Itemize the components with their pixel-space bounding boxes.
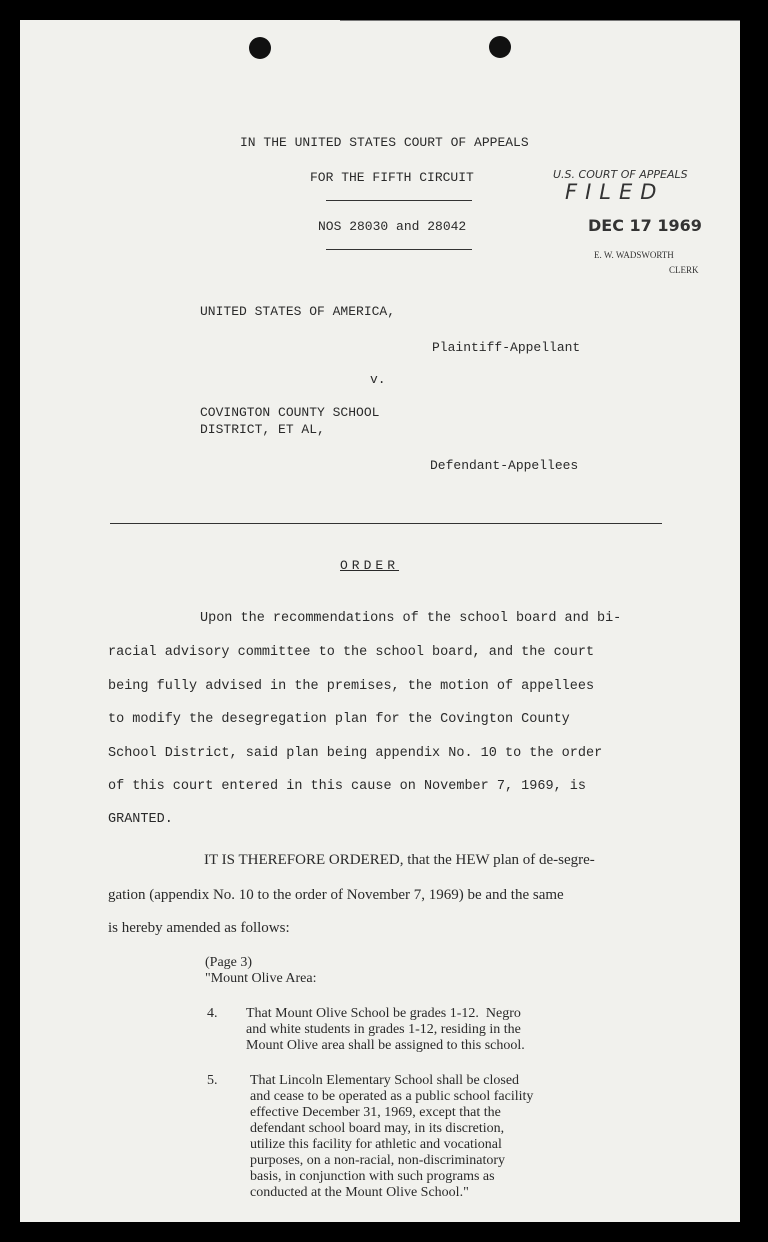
paragraph-line: is hereby amended as follows: (108, 920, 290, 936)
circuit-name: FOR THE FIFTH CIRCUIT (310, 170, 474, 185)
item-line: defendant school board may, in its discretion, (250, 1121, 505, 1136)
court-name: IN THE UNITED STATES COURT OF APPEALS (240, 135, 529, 150)
order-title: ORDER (340, 558, 400, 573)
paragraph-line: School District, said plan being appendix No. 10 to the order (108, 746, 603, 761)
plaintiff-role: Plaintiff-Appellant (432, 340, 581, 355)
stamp-clerk-title: CLERK (669, 265, 699, 275)
header-rule-1 (326, 200, 472, 201)
header-rule-2 (326, 249, 472, 250)
defendant-name-line1: COVINGTON COUNTY SCHOOL (200, 405, 380, 420)
versus: v. (370, 372, 386, 387)
punch-hole-left (249, 37, 271, 59)
area-heading: "Mount Olive Area: (205, 971, 317, 986)
item-line: That Mount Olive School be grades 1-12. Negro (246, 1006, 521, 1021)
item-line: utilize this facility for athletic and vocational (250, 1137, 502, 1152)
stamp-court: U.S. COURT OF APPEALS (553, 168, 688, 181)
plaintiff-name: UNITED STATES OF AMERICA, (200, 304, 396, 319)
item-line: conducted at the Mount Olive School." (250, 1185, 469, 1200)
paragraph-line: being fully advised in the premises, the motion of appellees (108, 679, 595, 694)
defendant-role: Defendant-Appellees (430, 458, 579, 473)
item-number: 4. (207, 1006, 218, 1021)
paragraph-line: Upon the recommendations of the school board and bi- (200, 611, 622, 626)
stamp-filed: FILED (565, 180, 665, 204)
paragraph-line: to modify the desegregation plan for the Covington County (108, 712, 570, 727)
paragraph-line: GRANTED. (108, 812, 173, 827)
defendant-name-line2: DISTRICT, ET AL, (200, 422, 325, 437)
paragraph-line: racial advisory committee to the school board, and the court (108, 645, 595, 660)
case-numbers: NOS 28030 and 28042 (318, 219, 467, 234)
item-line: purposes, on a non-racial, non-discriminatory (250, 1153, 506, 1168)
stamp-clerk-name: E. W. WADSWORTH (594, 250, 674, 260)
item-line: That Lincoln Elementary School shall be closed (250, 1073, 520, 1088)
page-reference: (Page 3) (205, 955, 253, 970)
item-line: effective December 31, 1969, except that the (250, 1105, 501, 1120)
stamp-date: DEC 17 1969 (588, 216, 702, 235)
item-line: and white students in grades 1-12, residing in the (246, 1022, 521, 1037)
paragraph-line: IT IS THEREFORE ORDERED, that the HEW plan of de-segre- (204, 852, 595, 868)
item-line: and cease to be operated as a public school facility (250, 1089, 534, 1104)
punch-hole-right (489, 36, 511, 58)
item-line: Mount Olive area shall be assigned to this school. (246, 1038, 525, 1053)
top-edge-line (340, 20, 740, 21)
item-number: 5. (207, 1073, 218, 1088)
document-page (20, 20, 740, 1222)
item-line: basis, in conjunction with such programs as (250, 1169, 495, 1184)
paragraph-line: of this court entered in this cause on November 7, 1969, is (108, 779, 586, 794)
caption-separator (110, 523, 662, 524)
paragraph-line: gation (appendix No. 10 to the order of November 7, 1969) be and the same (108, 887, 564, 903)
